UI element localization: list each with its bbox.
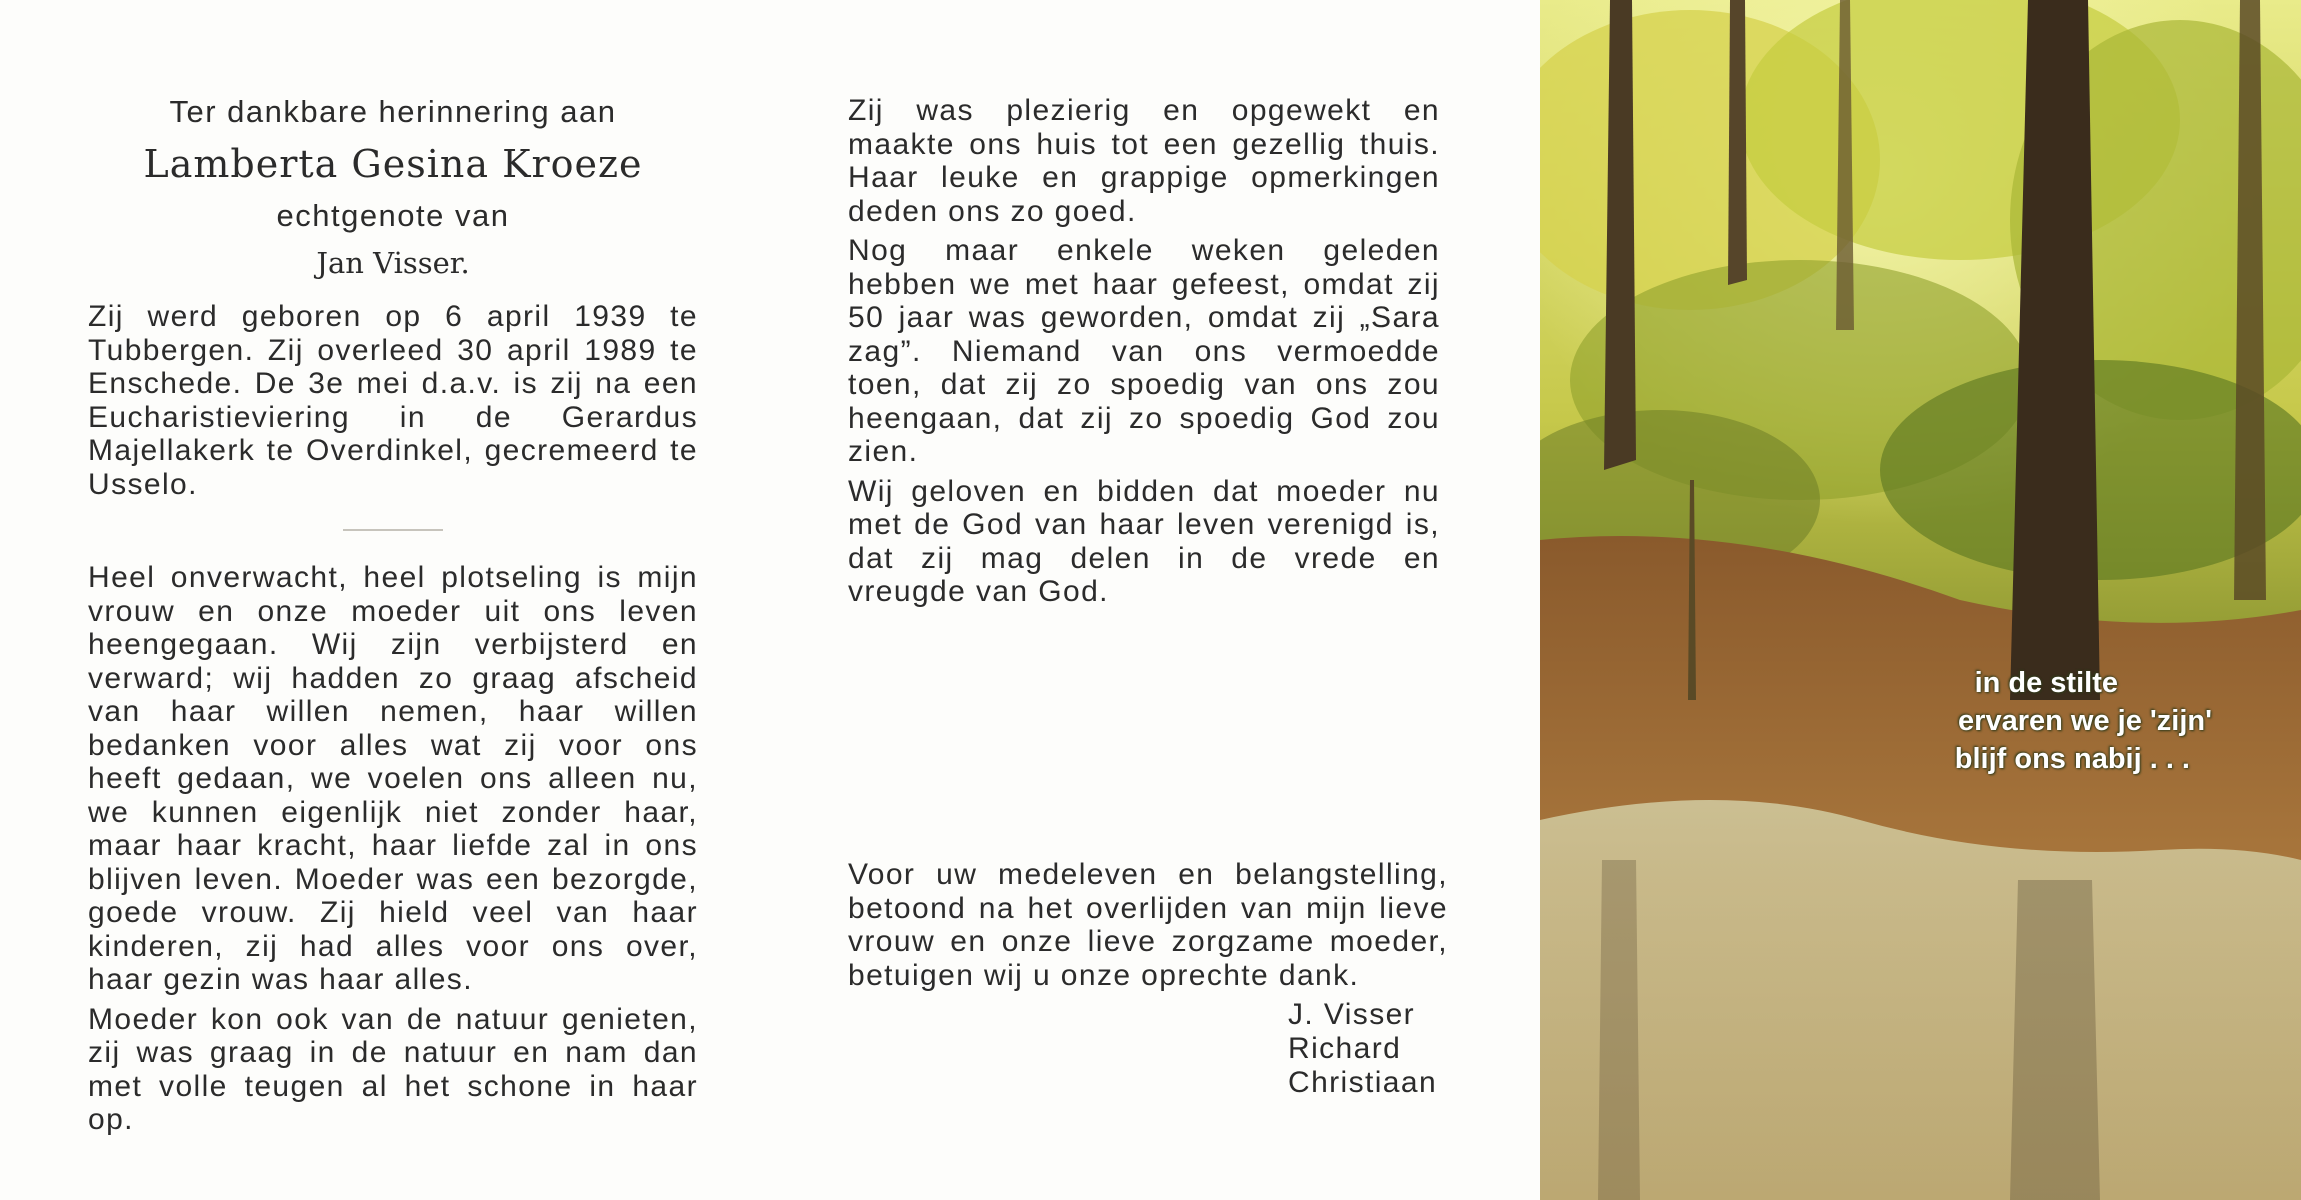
tribute-paragraph-2: Moeder kon ook van de natuur genieten, zij was graag in de natuur en nam dan met volle teugen al het schone in haar op.	[88, 1002, 698, 1136]
signers	[1288, 998, 1448, 1100]
memory-paragraph-3: Wij geloven en bidden dat moeder nu met de God van haar leven verenigd is, dat zij mag delen in de vrede en vreugde van God.	[848, 474, 1440, 608]
tribute-paragraph-1: Heel onverwacht, heel plotseling is mijn vrouw en onze moeder uit ons leven heengegaan. Wij zijn verbijsterd en verward; wij hadden zo graag afscheid van haar willen nemen, haar willen bedanken voor alles wat zij voor ons heeft gedaan, we voelen ons alleen nu, we kunnen eigenlijk niet zonder haar, maar haar kracht, haar liefde zal in ons blijven leven. Moeder was een bezorgde, goede vrouw. Zij hield veel van haar kinderen, zij had alles voor ons over, haar gezin was haar alles.	[88, 561, 698, 996]
caption-line-2: ervaren we je 'zijn'	[1958, 705, 2212, 737]
forest-illustration	[1540, 0, 2301, 1200]
photo-caption	[1540, 664, 2240, 778]
memory-paragraph-1: Zij was plezierig en opgewekt en maakte ons huis tot een gezellig thuis. Haar leuke en grappige opmerkingen deden ons zo goed.	[848, 94, 1440, 228]
memory-paragraph-2: Nog maar enkele weken geleden hebben we met haar gefeest, omdat zij 50 jaar was geworden, omdat zij „Sara zag”. Niemand van ons vermoedde toen, dat zij zo spoedig van ons zou heengaan, dat zij zo spoedig God zou zien.	[848, 234, 1440, 468]
caption-line-1: in de stilte	[1974, 667, 2118, 699]
spouse-name: Jan Visser.	[316, 246, 470, 280]
left-column	[88, 88, 698, 1143]
divider	[343, 529, 443, 531]
signer-name: Richard	[1288, 1032, 1402, 1065]
middle-column	[848, 94, 1440, 615]
caption-line-3: blijf ons nabij . . .	[1954, 743, 2190, 775]
thanks-section	[848, 858, 1448, 1100]
deceased-name: Lamberta Gesina Kroeze	[143, 142, 643, 186]
spouse-label: echtgenote van	[276, 198, 510, 233]
thanks-text: Voor uw medeleven en belangstelling, betoond na het overlijden van mijn lieve vrouw en onze lieve zorgzame moeder, betuigen wij u onze oprechte dank.	[848, 858, 1448, 992]
forest-photo	[1540, 0, 2301, 1200]
signer-name: Christiaan	[1288, 1066, 1438, 1099]
biography-paragraph: Zij werd geboren op 6 april 1939 te Tubbergen. Zij overleed 30 april 1989 te Enschede. De 3e mei d.a.v. is zij na een Eucharistieviering in de Gerardus Majellakerk te Overdinkel, gecremeerd te Usselo.	[88, 300, 698, 501]
remembrance-heading: Ter dankbare herinnering aan	[169, 94, 617, 129]
signer-name: J. Visser	[1288, 998, 1416, 1031]
